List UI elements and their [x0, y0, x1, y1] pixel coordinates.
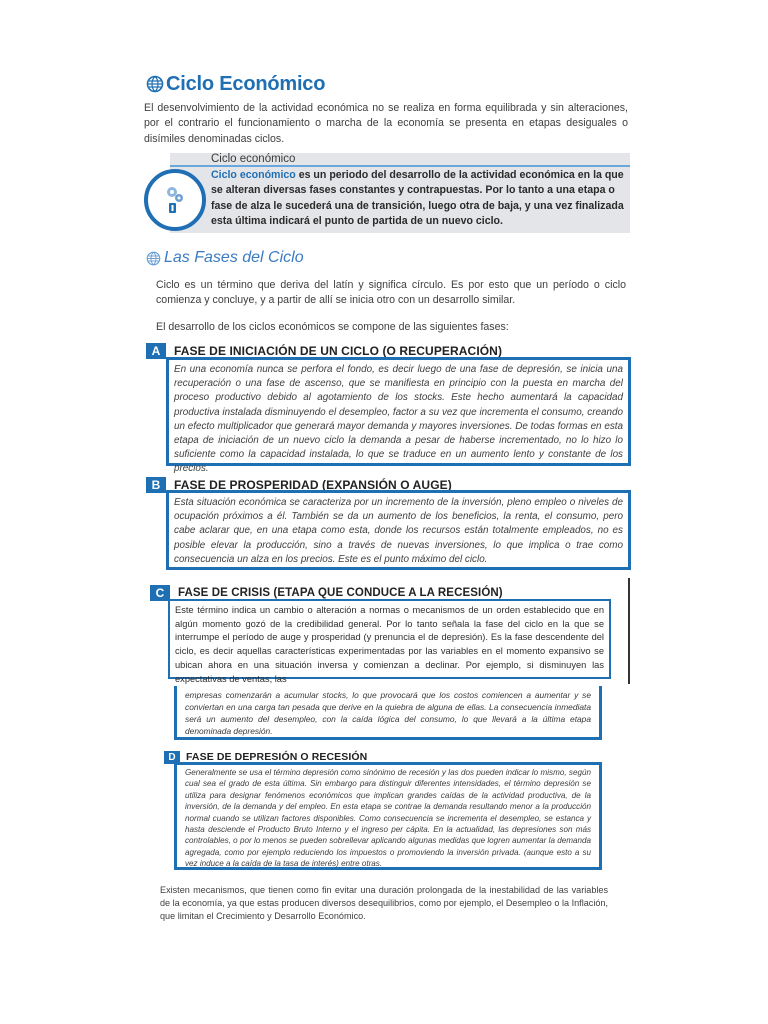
- gears-icon: [165, 185, 185, 215]
- phases-intro: El desarrollo de los ciclos económicos se compone de las siguientes fases:: [156, 321, 509, 333]
- phase-d-letter: D: [164, 751, 180, 764]
- phase-c-title: FASE DE CRISIS (ETAPA QUE CONDUCE A LA RECESIÓN): [178, 587, 503, 599]
- phase-c-box: [168, 599, 611, 684]
- divider: [170, 165, 630, 167]
- definition-badge: [144, 169, 206, 231]
- definition-body: es un periodo del desarrollo de la actividad económica en la que se alteran diversas fases constantes y contrapuestas. Por lo tanto a una etapa o fase de alza le sucederá una de transición, luego otra de baja, y una vez finalizada esta última indicará el punto de partida de un nuevo ciclo.: [211, 169, 624, 227]
- phases-heading: [146, 246, 446, 270]
- main-heading: [146, 68, 646, 100]
- globe-icon: [146, 251, 161, 266]
- phases-heading-text: Las Fases del Ciclo: [164, 249, 304, 266]
- phase-d-box: [174, 762, 602, 870]
- phase-a-letter: A: [146, 343, 166, 359]
- phase-d-title: FASE DE DEPRESIÓN O RECESIÓN: [186, 751, 368, 763]
- phase-b-title: FASE DE PROSPERIDAD (EXPANSIÓN O AUGE): [174, 478, 452, 492]
- definition-title: Ciclo económico: [211, 153, 296, 165]
- phase-b-text: Esta situación económica se caracteriza por un incremento de la inversión, pleno empleo o niveles de ocupación próximos a él. También se da un aumento de los beneficios, la renta, el consumo, pero cabe aclarar que, en una etapa como esta, donde los recursos están totalmente empleados, no es posible elevar la producción, sino a través de nuevas inversiones, lo que implica o trae como consecuencia un alza en los precios. Este es el punto máximo del ciclo.: [174, 497, 623, 565]
- globe-icon: [146, 75, 164, 93]
- phase-a-box: [166, 357, 631, 475]
- definition-term: Ciclo económico: [211, 169, 296, 181]
- divider: [628, 578, 630, 684]
- phase-d-text: Generalmente se usa el término depresión como sinónimo de recesión y las dos pueden indicar lo mismo, según cual sea el grado de esta última. Sin embargo para distinguir diferentes intensidades, el término depresión se utiliza para designar fenómenos económicos que implican grandes caídas de la actividad productiva, de la inversión, de la demanda y del empleo. En esta etapa se contrae la demanda resultando menor a la producción normal cuando se utilizan factores disponibles. Como consecuencia se incrementa el desempleo, se estanca y hasta desciende el Producto Bruto Interno y el ingreso per cápita. En la actualidad, las depresiones son más controlables, o por lo menos se pueden sobrellevar aplicando algunas medidas que logren aumentar la demanda agregada, como por ejemplo reduciendo los impuestos o promoviendo la inversión privada. (aunque esto a su vez induce a la caída de la tasa de interés) entre otras.: [185, 768, 591, 869]
- phase-b-letter: B: [146, 477, 166, 493]
- phase-c-continued-text: empresas comenzarán a acumular stocks, lo que provocará que los costos comiencen a aumentar y se conviertan en una carga tan pesada que derive en la quiebra de alguna de ellas. La consecuencia inmediata será un aumento del desempleo, con la caída lógica del consumo, lo que llevará a la última etapa denominada depresión.: [185, 690, 591, 736]
- phases-paragraph: Ciclo es un término que deriva del latín y significa círculo. Es por esto que un período o ciclo comienza y concluye, y a partir de allí se inicia otro con un desarrollo similar.: [156, 279, 626, 307]
- phase-a-title: FASE DE INICIACIÓN DE UN CICLO (O RECUPERACIÓN): [174, 344, 503, 358]
- phase-b-box: [166, 490, 631, 570]
- intro-paragraph: El desenvolvimiento de la actividad económica no se realiza en forma equilibrada y sin alteraciones, por el contrario el funcionamiento o marcha de la economía se presenta en etapas desiguales o disímiles denominadas ciclos.: [144, 102, 628, 145]
- phase-a-text: En una economía nunca se perfora el fondo, es decir luego de una fase de depresión, se inicia una recuperación o una fase de ascenso, que se manifiesta en principio con la puesta en marcha del proceso productivo debido al agotamiento de los stocks. Este hecho aumentará la capacidad productiva instalada disminuyendo el desempleo, factor a su vez que incrementa el consumo, creando un efecto multiplicador que generará mayor demanda y mayores inversiones. De todas formas en esta etapa de iniciación de un nuevo ciclo la demanda a pesar de haberse incrementado, no lo hizo lo suficiente como la capacidad instalada, lo que se traduce en un aumento lento y constante de los precios.: [174, 364, 623, 475]
- definition-text: [211, 168, 625, 229]
- definition-box: [144, 153, 630, 233]
- main-heading-text: Ciclo Económico: [166, 72, 326, 95]
- phase-c-continued-box: [174, 686, 602, 740]
- closing-paragraph: Existen mecanismos, que tienen como fin evitar una duración prolongada de la inestabilidad de las variables de la economía, ya que estas producen diversos desequilibrios, como por ejemplo, el Desempleo o la Inflación, que limitan el Crecimiento y Desarrollo Económico.: [160, 885, 608, 921]
- phase-c-letter: C: [150, 585, 170, 601]
- phase-c-text: Este término indica un cambio o alteración a normas o mecanismos de un orden establecido que en algún momento gozó de la credibilidad general. Por lo tanto señala la fase del ciclo en la que se interrumpe el período de auge y prosperidad (y prenuncia el de depresión). Es la fase descendente del ciclo, es decir aquellas características experimentadas por las variables en el momento expansivo se ubican ahora en una situación inversa y comienzan a declinar. Por ejemplo, si disminuyen las expectativas de ventas, las: [175, 605, 604, 684]
